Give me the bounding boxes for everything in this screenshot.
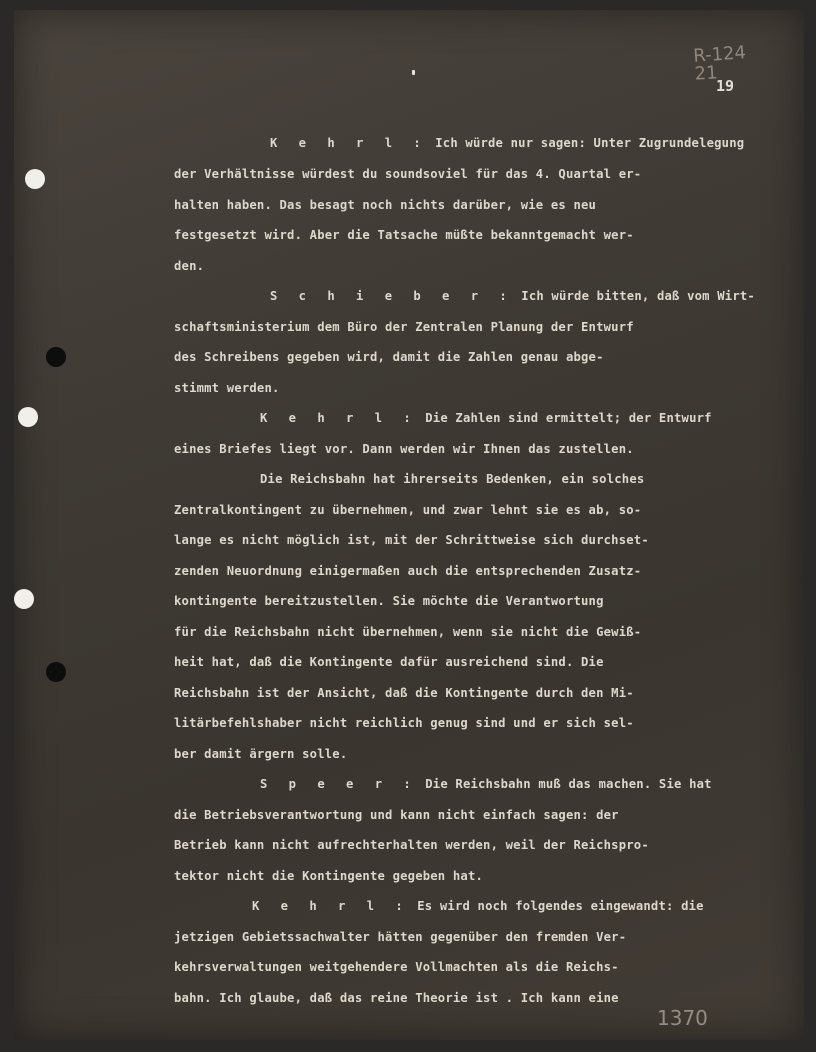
line-text: bahn. Ich glaube, daß das reine Theorie ist . Ich kann eine [174,990,619,1005]
speaker-name: S c h i e b e r : [270,289,514,304]
text-line [174,708,754,739]
document-page [14,10,804,1040]
line-text: ber damit ärgern solle. [174,746,348,761]
text-line [174,403,754,434]
speaker-name: K e h r l : [260,411,418,426]
text-line [174,342,754,373]
line-text: kontingente bereitzustellen. Sie möchte die Verantwortung [174,594,604,609]
text-line [174,830,754,861]
text-line [174,464,754,495]
speaker-name: K e h r l : [270,136,428,150]
line-text: halten haben. Das besagt noch nichts darüber, wie es neu [174,197,597,212]
line-text: für die Reichsbahn nicht übernehmen, wenn sie nicht die Gewiß- [174,624,642,639]
text-line [174,586,754,617]
text-line [174,128,754,159]
text-line [174,190,754,221]
text-line [174,556,754,587]
line-text: der Verhältnisse würdest du soundsoviel für das 4. Quartal er- [174,167,642,182]
text-line [174,159,754,190]
text-line [174,922,754,953]
text-line [174,525,754,556]
line-text: Reichsbahn ist der Ansicht, daß die Kontingente durch den Mi- [174,685,634,700]
line-text: Betrieb kann nicht aufrechterhalten werden, weil der Reichspro- [174,838,649,853]
text-line [174,220,754,251]
typed-text-body [174,128,754,1013]
line-text: kehrsverwaltungen weitgehendere Vollmachten als die Reichs- [174,960,619,975]
text-line [174,281,754,312]
text-line [174,952,754,983]
line-text: stimmt werden. [174,380,280,395]
line-text: Die Zahlen sind ermittelt; der Entwurf [417,411,712,426]
text-line [174,617,754,648]
text-line [174,312,754,343]
speaker-name: S p e e r : [260,777,418,792]
text-line [174,647,754,678]
text-line [174,739,754,770]
punch-hole [14,589,34,609]
line-text: Ich würde bitten, daß vom Wirt- [513,289,755,304]
punch-hole [46,662,66,682]
line-text: des Schreibens gegeben wird, damit die Zahlen genau abge- [174,350,604,365]
stray-mark [412,70,415,75]
text-line [174,861,754,892]
text-line [174,800,754,831]
line-text: tektor nicht die Kontingente gegeben hat. [174,868,484,883]
line-text: heit hat, daß die Kontingente dafür ausreichend sind. Die [174,655,604,670]
line-text: festgesetzt wird. Aber die Tatsache müßte bekanntgemacht wer- [174,228,634,243]
line-text: zenden Neuordnung einigermaßen auch die entsprechenden Zusatz- [174,563,642,578]
text-line [174,769,754,800]
text-line [174,373,754,404]
bottom-page-number: 1370 [657,1006,708,1030]
text-line [174,891,754,922]
speaker-name: K e h r l : [252,899,410,914]
punch-hole [46,347,66,367]
text-line [174,495,754,526]
line-text: den. [174,258,205,273]
line-text: Es wird noch folgendes eingewandt: die [409,899,704,914]
line-text: Zentralkontingent zu übernehmen, und zwar lehnt sie es ab, so- [174,502,642,517]
line-text: jetzigen Gebietssachwalter hätten gegenüber den fremden Ver- [174,929,627,944]
punch-hole [18,407,38,427]
line-text: die Betriebsverantwortung und kann nicht einfach sagen: der [174,807,619,822]
line-text: litärbefehlshaber nicht reichlich genug sind und er sich sel- [174,716,634,731]
text-line [174,434,754,465]
page-number: 19 [716,77,735,95]
line-text: schaftsministerium dem Büro der Zentralen Planung der Entwurf [174,319,634,334]
handwritten-annotation: R-124 21 [692,42,747,85]
punch-hole [25,169,45,189]
text-line [174,251,754,282]
line-text: Die Reichsbahn muß das machen. Sie hat [417,777,712,792]
line-text: eines Briefes liegt vor. Dann werden wir Ihnen das zustellen. [174,441,634,456]
line-text: Die Reichsbahn hat ihrerseits Bedenken, ein solches [260,472,645,487]
text-line [174,678,754,709]
line-text: lange es nicht möglich ist, mit der Schrittweise sich durchset- [174,533,649,548]
line-text: Ich würde nur sagen: Unter Zugrundelegung [427,136,745,150]
